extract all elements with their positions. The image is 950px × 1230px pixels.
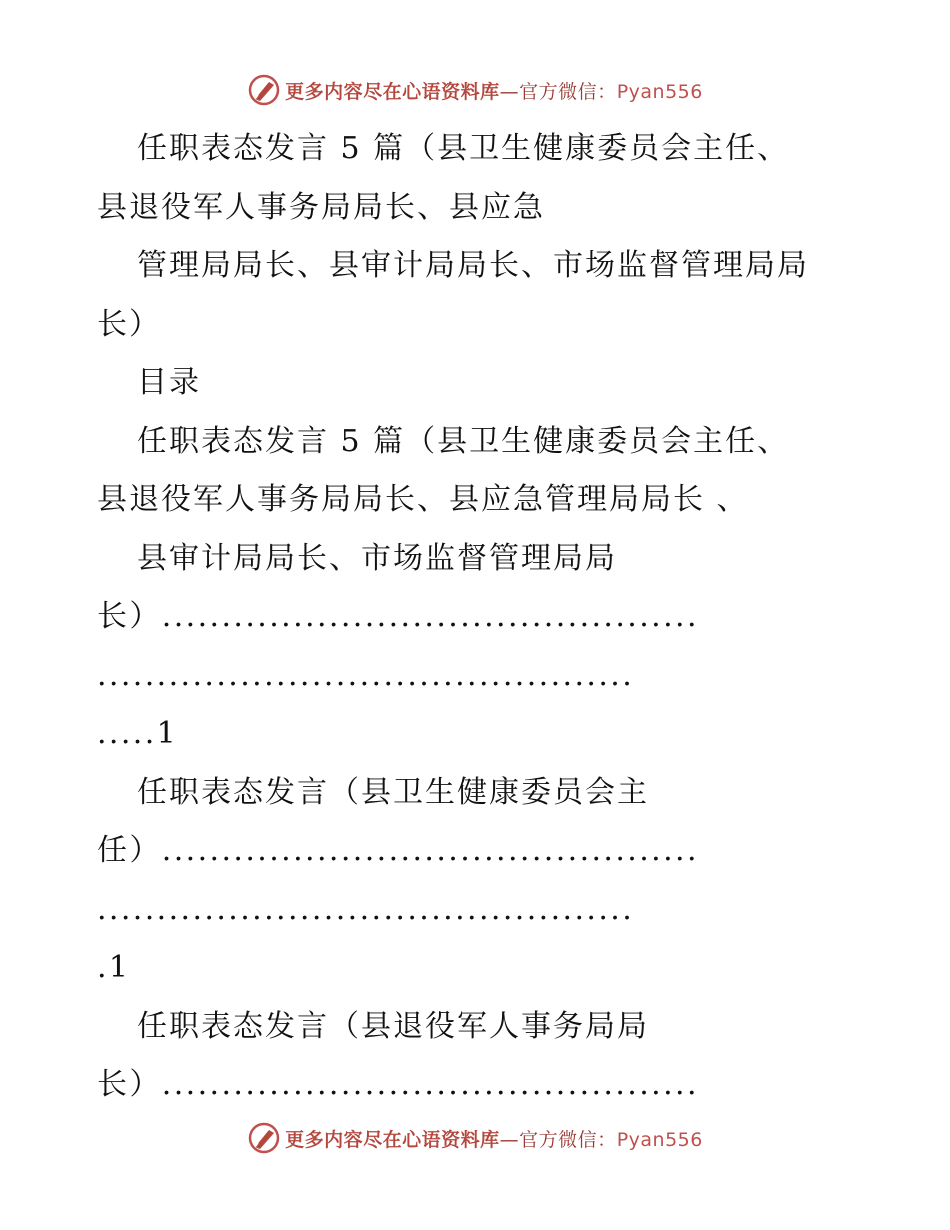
doc-title-line-1: 任职表态发言 5 篇（县卫生健康委员会主任、 — [137, 131, 790, 166]
banner-suffix-text: 官方微信： — [519, 80, 617, 103]
banner-wechat-id: Pyan556 — [616, 80, 703, 103]
toc-entry-1-line-2: 县退役军人事务局局长、县应急管理局局长 、 — [97, 482, 749, 517]
toc-heading: 目录 — [137, 365, 201, 400]
doc-title-line-2: 县退役军人事务局局长、县应急 — [97, 189, 545, 225]
banner-text — [285, 77, 703, 104]
toc-entry-2-leader: ............................................. — [97, 891, 635, 927]
banner-main-text: 更多内容尽在心语资料库 — [285, 80, 500, 103]
toc-entry-2-page: .1 — [97, 950, 131, 985]
header-banner — [0, 70, 950, 110]
toc-entry-2-line-2: 任）............................................. — [97, 833, 699, 868]
toc-entry-2-line-1: 任职表态发言（县卫生健康委员会主 — [137, 774, 649, 810]
banner-suffix-text: 官方微信： — [519, 1128, 617, 1151]
banner-text — [285, 1125, 703, 1152]
banner-dash: — — [499, 80, 520, 103]
toc-entry-1-line-1: 任职表态发言 5 篇（县卫生健康委员会主任、 — [137, 423, 790, 459]
doc-title-line-4: 长） — [97, 306, 161, 342]
toc-entry-3-line-2: 长）............................................. — [97, 1067, 699, 1102]
pen-nib-logo-icon — [247, 1121, 281, 1155]
toc-entry-1-line-4: 长）............................................. — [97, 599, 699, 634]
footer-banner — [0, 1118, 950, 1158]
toc-entry-1-leader: ............................................. — [97, 657, 635, 693]
pen-nib-logo-icon — [247, 73, 281, 107]
banner-main-text: 更多内容尽在心语资料库 — [285, 1128, 500, 1151]
toc-entry-1-line-3: 县审计局局长、市场监督管理局局 — [137, 540, 617, 576]
toc-entry-1-page: .....1 — [97, 716, 179, 751]
banner-wechat-id: Pyan556 — [616, 1128, 703, 1151]
doc-title-line-3: 管理局局长、县审计局局长、市场监督管理局局 — [137, 248, 809, 283]
banner-dash: — — [499, 1128, 520, 1151]
document-body — [97, 120, 857, 1115]
toc-entry-3-line-1: 任职表态发言（县退役军人事务局局 — [137, 1008, 649, 1044]
